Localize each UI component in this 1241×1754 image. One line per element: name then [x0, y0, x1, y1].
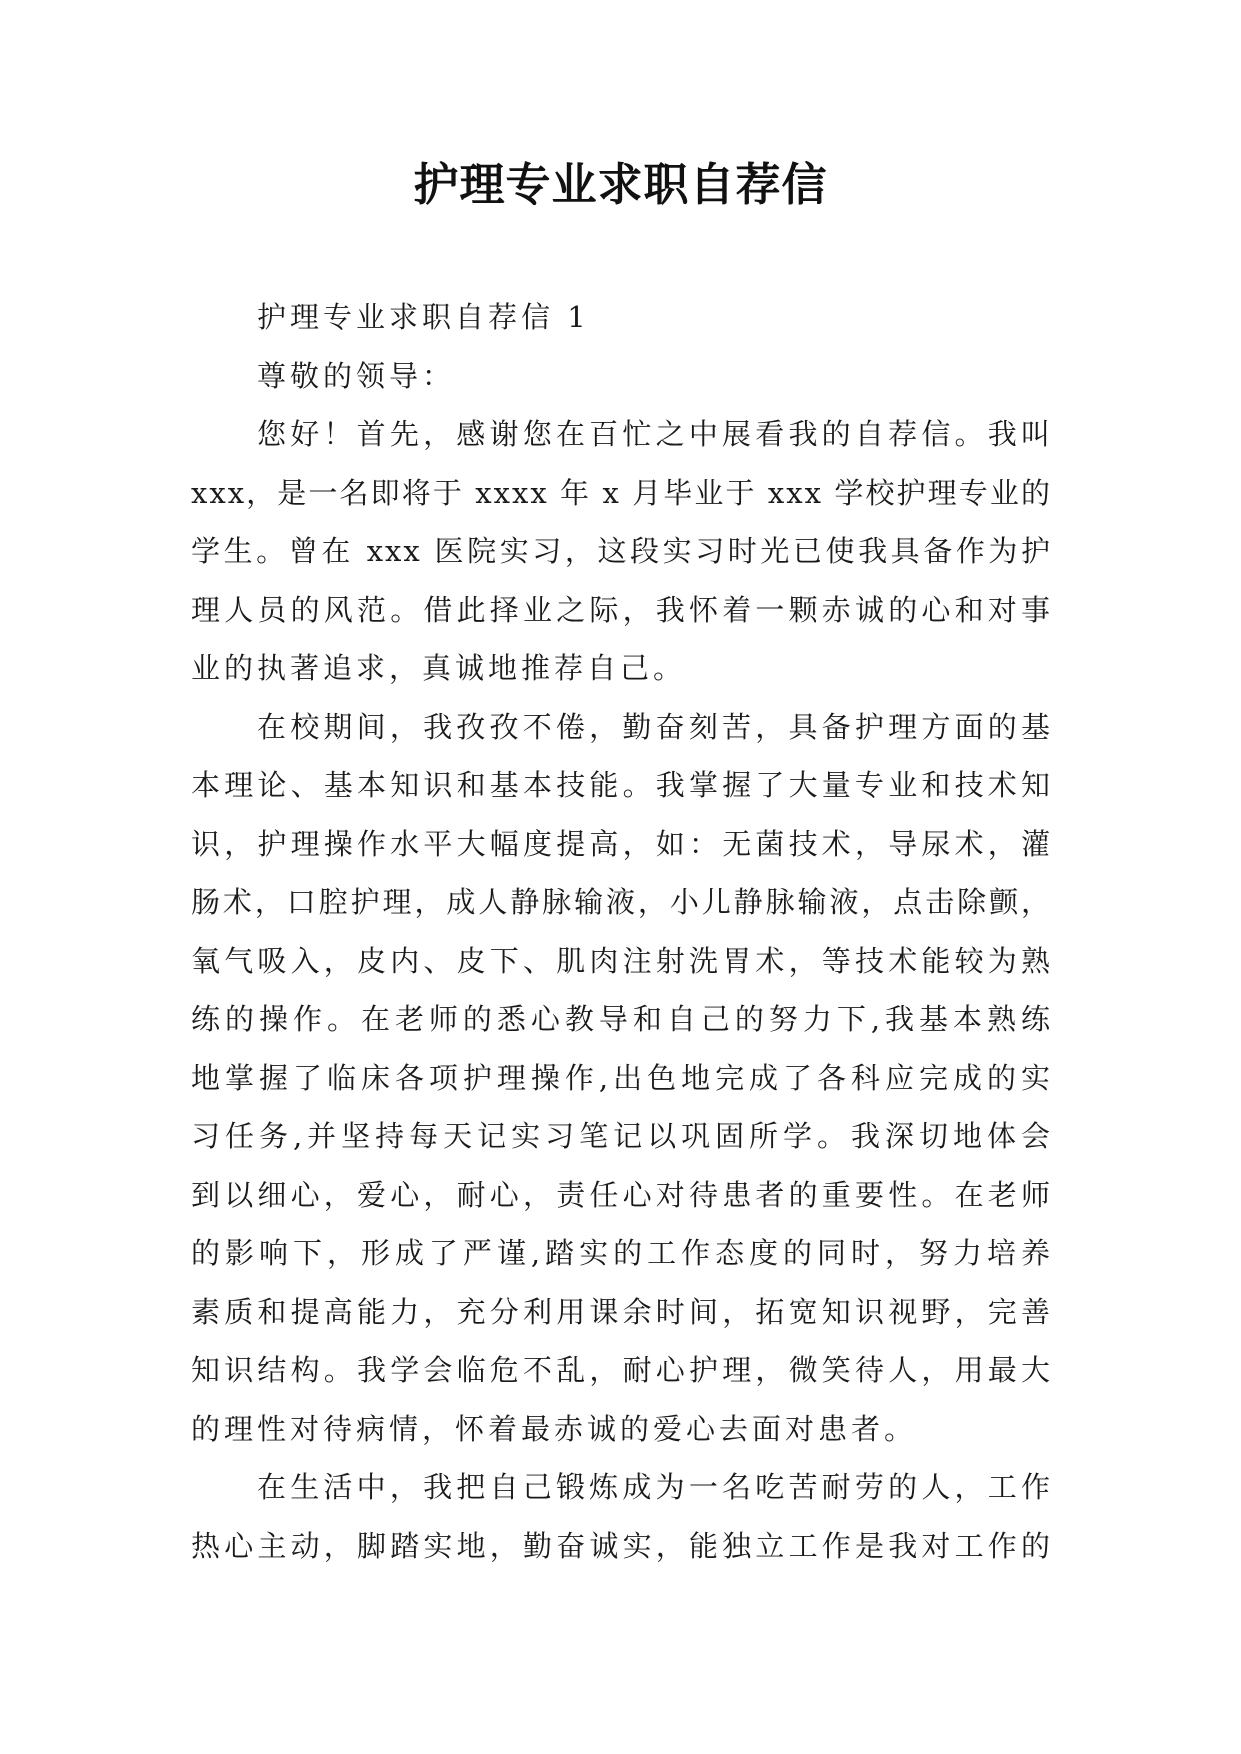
paragraph-greeting	[191, 405, 1052, 698]
document-title: 护理专业求职自荐信	[413, 158, 828, 211]
letter-heading	[191, 288, 1052, 347]
text-line: 的影响下，形成了严谨,踏实的工作态度的同时，努力培养	[191, 1236, 1052, 1270]
text-line: 本理论、基本知识和基本技能。我掌握了大量专业和技术知	[191, 768, 1052, 802]
text-line: 习任务,并坚持每天记实习笔记以巩固所学。我深切地体会	[191, 1119, 1052, 1153]
text-line: 的理性对待病情，怀着最赤诚的爱心去面对患者。	[191, 1411, 918, 1446]
text-line: 地掌握了临床各项护理操作,出色地完成了各科应完成的实	[191, 1060, 1052, 1095]
text-line: 尊敬的领导：	[257, 358, 456, 393]
text-line: 您好！首先，感谢您在百忙之中展看我的自荐信。我叫	[257, 417, 1052, 451]
salutation	[191, 347, 1052, 406]
text-line: 氧气吸入，皮内、皮下、肌肉注射洗胃术，等技术能较为熟	[191, 943, 1052, 978]
text-line: 知识结构。我学会临危不乱，耐心护理，微笑待人，用最大	[191, 1353, 1052, 1387]
text-line: xxx，是一名即将于 xxxx 年 x 月毕业于 xxx 学校护理专业的	[191, 475, 1052, 510]
text-line: 热心主动，脚踏实地，勤奋诚实，能独立工作是我对工作的	[191, 1528, 1052, 1563]
document-body	[191, 288, 1052, 1575]
text-line: 学生。曾在 xxx 医院实习，这段实习时光已使我具备作为护	[191, 534, 1052, 568]
text-line: 在生活中，我把自己锻炼成为一名吃苦耐劳的人，工作	[257, 1470, 1052, 1504]
text-line: 在校期间，我孜孜不倦，勤奋刻苦，具备护理方面的基	[257, 709, 1052, 744]
text-line: 练的操作。在老师的悉心教导和自己的努力下,我基本熟练	[191, 1002, 1052, 1036]
text-line: 理人员的风范。借此择业之际，我怀着一颗赤诚的心和对事	[191, 592, 1052, 627]
text-line: 素质和提高能力，充分利用课余时间，拓宽知识视野，完善	[191, 1294, 1052, 1329]
text-line: 业的执著追求，真诚地推荐自己。	[191, 651, 687, 685]
paragraph-school	[191, 698, 1052, 1459]
text-line: 肠术，口腔护理，成人静脉输液，小儿静脉输液，点击除颤，	[191, 885, 1052, 919]
paragraph-life	[191, 1458, 1052, 1575]
text-line: 护理专业求职自荐信 1	[257, 300, 590, 334]
text-line: 到以细心，爱心，耐心，责任心对待患者的重要性。在老师	[191, 1177, 1052, 1212]
text-line: 识，护理操作水平大幅度提高，如：无菌技术，导尿术，灌	[191, 826, 1052, 861]
